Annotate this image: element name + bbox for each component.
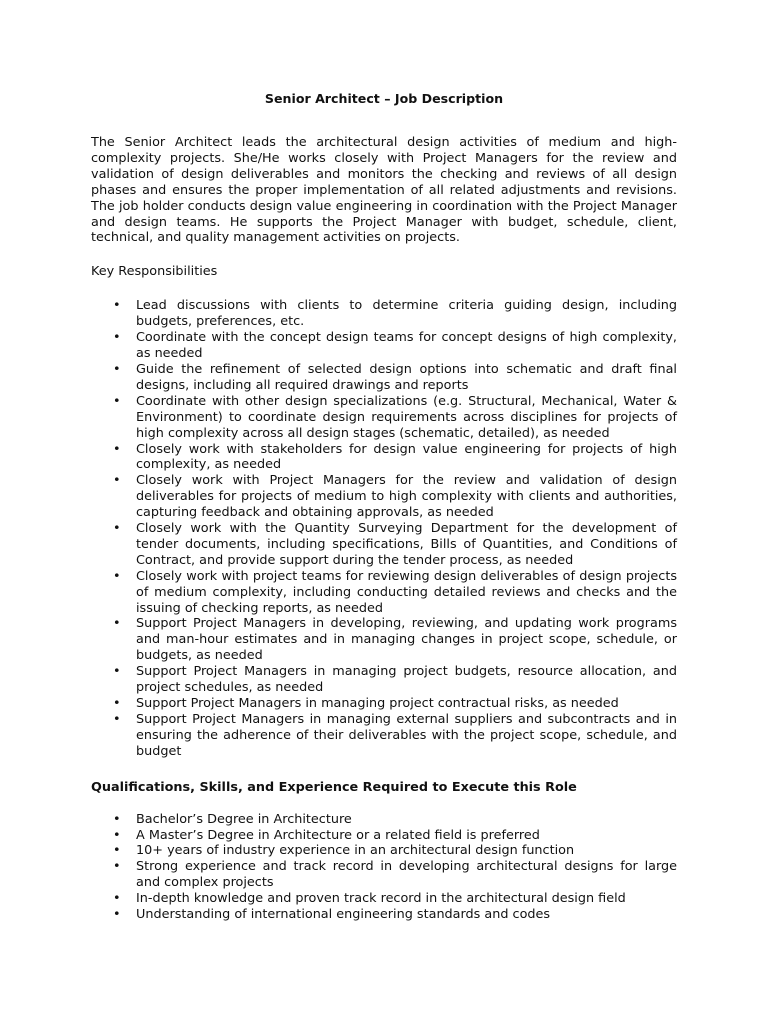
list-item: • Support Project Managers in managing project budgets, resource allocation, and project schedules, as needed xyxy=(91,664,677,696)
list-item: • Closely work with the Quantity Surveying Department for the development of tender documents, including specifications, Bills of Quantities, and Conditions of Contract, and provide support during the tender process, as needed xyxy=(91,521,677,569)
list-item: • Coordinate with other design specializations (e.g. Structural, Mechanical, Water & Environment) to coordinate design requirements across disciplines for projects of high complexity across all design stages (schematic, detailed), as needed xyxy=(91,394,677,442)
list-item: • 10+ years of industry experience in an architectural design function xyxy=(91,843,677,859)
responsibilities-heading: Key Responsibilities xyxy=(91,264,218,280)
list-item: • Closely work with Project Managers for the review and validation of design deliverables for projects of medium to high complexity with clients and authorities, capturing feedback and obtaining approvals, as needed xyxy=(91,473,677,521)
list-item: • In-depth knowledge and proven track record in the architectural design field xyxy=(91,891,677,907)
list-item: • Support Project Managers in managing project contractual risks, as needed xyxy=(91,696,677,712)
list-item: • Support Project Managers in managing external suppliers and subcontracts and in ensuring the adherence of their deliverables with the project scope, schedule, and budget xyxy=(91,712,677,760)
list-item: • Strong experience and track record in developing architectural designs for large and complex projects xyxy=(91,859,677,891)
page-title: Senior Architect – Job Description xyxy=(264,91,504,106)
list-item: • Closely work with project teams for reviewing design deliverables of design projects of medium complexity, including conducting detailed reviews and checks and the issuing of checking reports, as needed xyxy=(91,569,677,617)
qualifications-list xyxy=(91,812,677,923)
qualifications-heading: Qualifications, Skills, and Experience Required to Execute this Role xyxy=(91,779,577,795)
list-item: • Closely work with stakeholders for design value engineering for projects of high complexity, as needed xyxy=(91,442,677,474)
list-item: • Understanding of international engineering standards and codes xyxy=(91,907,677,923)
list-item: • Support Project Managers in developing, reviewing, and updating work programs and man-hour estimates and in managing changes in project scope, schedule, or budgets, as needed xyxy=(91,616,677,664)
intro-paragraph: The Senior Architect leads the architectural design activities of medium and high-complexity projects. She/He works closely with Project Managers for the review and validation of design deliverables and monitors the checking and reviews of all design phases and ensures the proper implementation of all related adjustments and revisions. The job holder conducts design value engineering in coordination with the Project Manager and design teams. He supports the Project Manager with budget, schedule, client, technical, and quality management activities on projects. xyxy=(91,135,677,246)
list-item: • Bachelor’s Degree in Architecture xyxy=(91,812,677,828)
list-item: • Coordinate with the concept design teams for concept designs of high complexity, as needed xyxy=(91,330,677,362)
list-item: • A Master’s Degree in Architecture or a related field is preferred xyxy=(91,828,677,844)
list-item: • Lead discussions with clients to determine criteria guiding design, including budgets, preferences, etc. xyxy=(91,298,677,330)
list-item: • Guide the refinement of selected design options into schematic and draft final designs, including all required drawings and reports xyxy=(91,362,677,394)
responsibilities-list xyxy=(91,298,677,759)
